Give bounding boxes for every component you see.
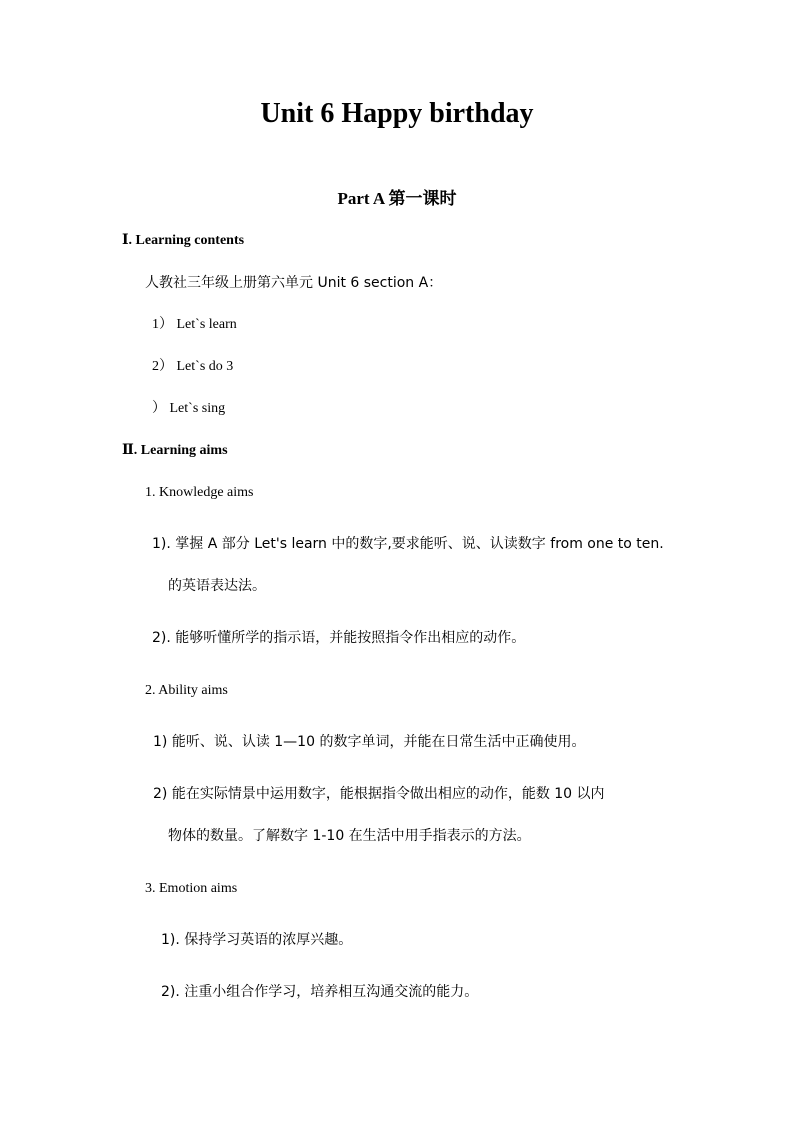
ability-aim-1: 1) 能听、说、认读 1—10 的数字单词，并能在日常生活中正确使用。 (153, 734, 586, 750)
learning-contents-intro: 人教社三年级上册第六单元 Unit 6 section A： (145, 275, 443, 291)
section-heading-learning-aims: Ⅱ. Learning aims (122, 443, 228, 458)
document-subtitle: Part A 第一课时 (337, 189, 457, 208)
knowledge-aim-2: 2). 能够听懂所学的指示语，并能按照指令作出相应的动作。 (152, 630, 526, 646)
emotion-aim-1: 1). 保持学习英语的浓厚兴趣。 (161, 932, 353, 948)
learning-contents-item-2: 2） Let`s do 3 (152, 359, 234, 374)
knowledge-aims-heading: 1. Knowledge aims (145, 485, 254, 500)
knowledge-aim-1-line-1: 1). 掌握 A 部分 Let's learn 中的数字,要求能听、说、认读数字 from one to ten. (152, 536, 664, 552)
section-heading-learning-contents: Ⅰ. Learning contents (122, 233, 245, 248)
ability-aim-2-line-1: 2) 能在实际情景中运用数字，能根据指令做出相应的动作，能数 10 以内 (153, 786, 605, 802)
ability-aims-heading: 2. Ability aims (145, 683, 228, 698)
emotion-aims-heading: 3. Emotion aims (145, 881, 238, 896)
knowledge-aim-1-line-2: 的英语表达法。 (168, 578, 266, 594)
document-title: Unit 6 Happy birthday (260, 98, 534, 129)
emotion-aim-2: 2). 注重小组合作学习，培养相互沟通交流的能力。 (161, 984, 479, 1000)
learning-contents-item-3: ） Let`s sing (152, 401, 226, 416)
learning-contents-item-1: 1） Let`s learn (152, 317, 237, 332)
ability-aim-2-line-2: 物体的数量。了解数字 1-10 在生活中用手指表示的方法。 (168, 828, 531, 844)
